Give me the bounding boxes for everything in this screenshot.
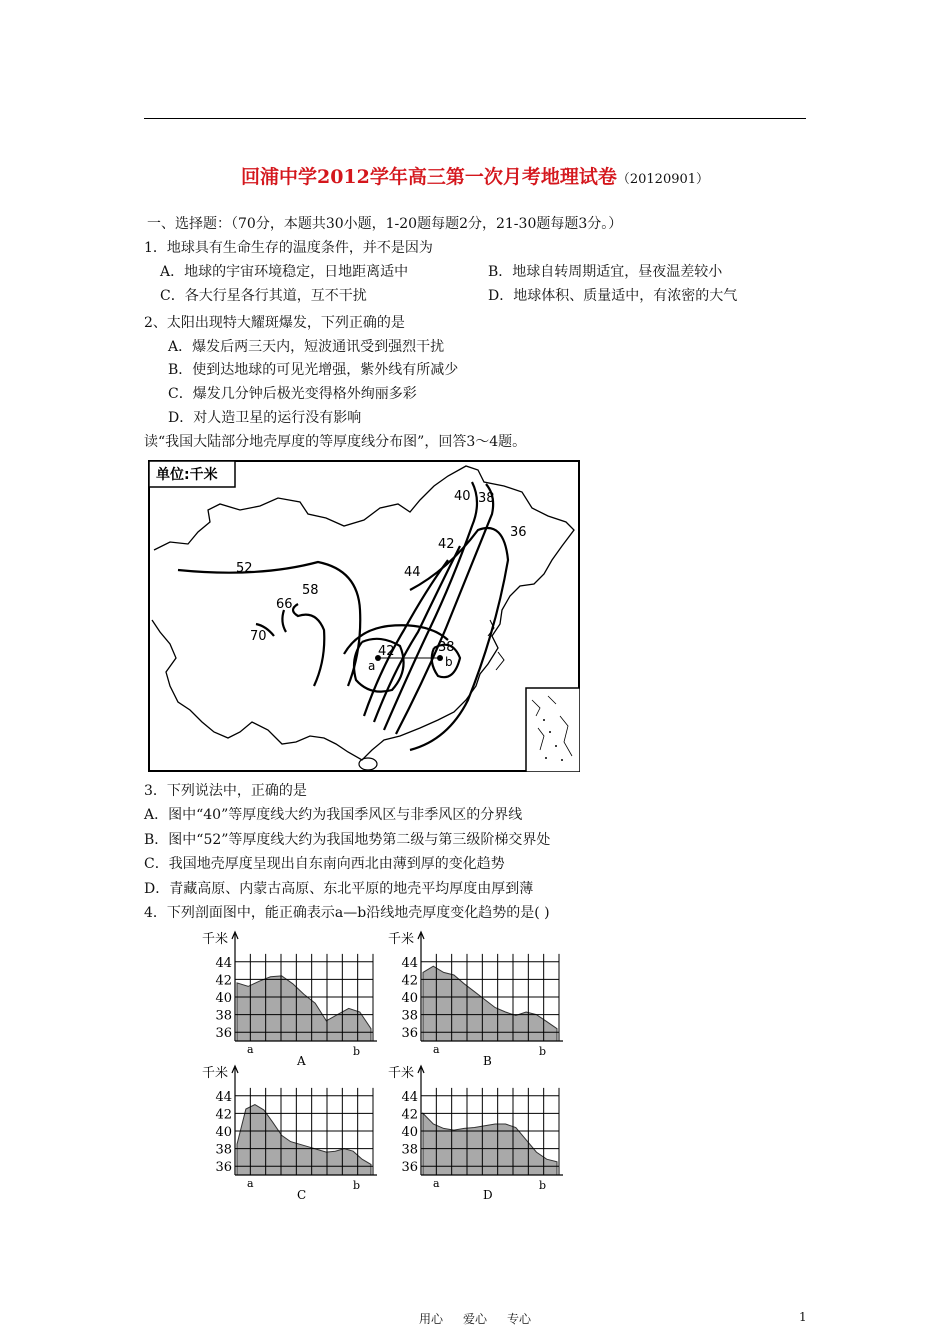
q1-option-a: A．地球的宇宙环境稳定，日地距离适中	[160, 264, 409, 280]
page-number: 1	[799, 1310, 807, 1324]
y-tick-label: 42	[401, 973, 418, 989]
section-heading: 一、选择题：（70分，本题共30小题，1-20题每题2分，21-30题每题3分。）	[147, 216, 623, 232]
y-tick-label: 42	[401, 1107, 418, 1123]
y-tick-label: 36	[401, 1026, 418, 1042]
x-end-label: b	[539, 1179, 547, 1192]
y-tick-label: 44	[215, 955, 232, 971]
y-tick-label: 36	[401, 1160, 418, 1176]
map-unit-label: 单位:千米	[156, 467, 218, 483]
y-tick-label: 36	[215, 1160, 232, 1176]
q1-option-c: C．各大行星各行其道，互不干扰	[160, 288, 367, 304]
label-58: 58	[302, 583, 319, 598]
q3-option-a: A．图中“40”等厚度线大约为我国季风区与非季风区的分界线	[144, 807, 523, 823]
label-42: 42	[438, 537, 455, 552]
q4-stem: 4．下列剖面图中，能正确表示a—b沿线地壳厚度变化趋势的是( )	[144, 905, 550, 921]
x-start-label: a	[247, 1177, 254, 1190]
label-44: 44	[404, 565, 421, 580]
label-a: a	[368, 659, 376, 673]
q3-option-d: D．青藏高原、内蒙古高原、东北平原的地壳平均厚度由厚到薄	[144, 881, 534, 897]
q2-option-a: A．爆发后两三天内，短波通讯受到强烈干扰	[168, 339, 445, 355]
unit-label: 千米	[202, 1066, 229, 1081]
unit-label: 千米	[388, 1066, 415, 1081]
thickness-area	[237, 976, 371, 1041]
y-tick-label: 36	[215, 1026, 232, 1042]
panel-label: D	[483, 1188, 493, 1202]
title-main: 回浦中学2012学年高三第一次月考地理试卷	[240, 166, 617, 188]
y-tick-label: 44	[401, 955, 418, 971]
footer-item-1: 用心	[418, 1312, 443, 1326]
label-40: 40	[454, 489, 471, 504]
y-tick-label: 40	[215, 991, 232, 1006]
page-footer	[0, 1310, 950, 1327]
exam-title	[0, 162, 950, 189]
label-38-loop: 38	[438, 640, 455, 655]
y-tick-label: 42	[215, 1107, 232, 1123]
panel-label: A	[297, 1054, 306, 1068]
y-tick-label: 40	[401, 1125, 418, 1140]
profile-chart-b	[386, 928, 576, 1068]
q34-intro: 读“我国大陆部分地壳厚度的等厚度线分布图”，回答3～4题。	[144, 434, 527, 450]
q2-option-c: C．爆发几分钟后极光变得格外绚丽多彩	[168, 386, 417, 402]
header-rule	[144, 118, 806, 119]
y-tick-label: 38	[401, 1142, 418, 1158]
y-tick-label: 44	[401, 1089, 418, 1105]
point-b	[437, 655, 443, 661]
profile-chart-c	[200, 1062, 390, 1202]
panel-label: C	[297, 1188, 307, 1202]
profile-chart-a	[200, 928, 390, 1068]
q3-option-b: B．图中“52”等厚度线大约为我国地势第二级与第三级阶梯交界处	[144, 832, 551, 848]
label-70: 70	[250, 629, 267, 644]
profile-chart-d	[386, 1062, 576, 1202]
y-tick-label: 38	[215, 1142, 232, 1158]
x-start-label: a	[247, 1043, 254, 1056]
q1-option-d: D．地球体积、质量适中，有浓密的大气	[488, 288, 738, 304]
label-66: 66	[276, 597, 293, 612]
q1-stem: 1．地球具有生命生存的温度条件，并不是因为	[144, 240, 433, 256]
y-tick-label: 44	[215, 1089, 232, 1105]
footer-item-2: 爱心	[462, 1312, 487, 1326]
y-tick-label: 38	[401, 1008, 418, 1024]
label-36: 36	[510, 525, 527, 540]
q3-option-c: C．我国地壳厚度呈现出自东南向西北由薄到厚的变化趋势	[144, 856, 505, 872]
x-end-label: b	[353, 1045, 361, 1058]
crust-thickness-map	[148, 460, 580, 772]
footer-item-3: 专心	[507, 1312, 532, 1326]
unit-label: 千米	[202, 932, 229, 947]
title-date: （20120901）	[616, 172, 710, 187]
thickness-area	[237, 1105, 371, 1175]
y-tick-label: 40	[215, 1125, 232, 1140]
panel-label: B	[483, 1054, 492, 1068]
y-tick-label: 38	[215, 1008, 232, 1024]
x-start-label: a	[433, 1177, 440, 1190]
label-38: 38	[478, 491, 495, 506]
label-42-loop: 42	[378, 644, 395, 659]
unit-label: 千米	[388, 932, 415, 947]
x-end-label: b	[539, 1045, 547, 1058]
y-tick-label: 40	[401, 991, 418, 1006]
label-52: 52	[236, 561, 253, 576]
y-tick-label: 42	[215, 973, 232, 989]
x-start-label: a	[433, 1043, 440, 1056]
label-b: b	[445, 655, 453, 669]
x-end-label: b	[353, 1179, 361, 1192]
thickness-area	[423, 966, 557, 1041]
q1-option-b: B．地球自转周期适宜，昼夜温差较小	[488, 264, 723, 280]
q2-option-d: D．对人造卫星的运行没有影响	[168, 410, 362, 426]
q2-option-b: B．使到达地球的可见光增强，紫外线有所减少	[168, 362, 459, 378]
q3-stem: 3．下列说法中，正确的是	[144, 783, 307, 799]
q2-stem: 2、太阳出现特大耀斑爆发，下列正确的是	[144, 315, 405, 331]
